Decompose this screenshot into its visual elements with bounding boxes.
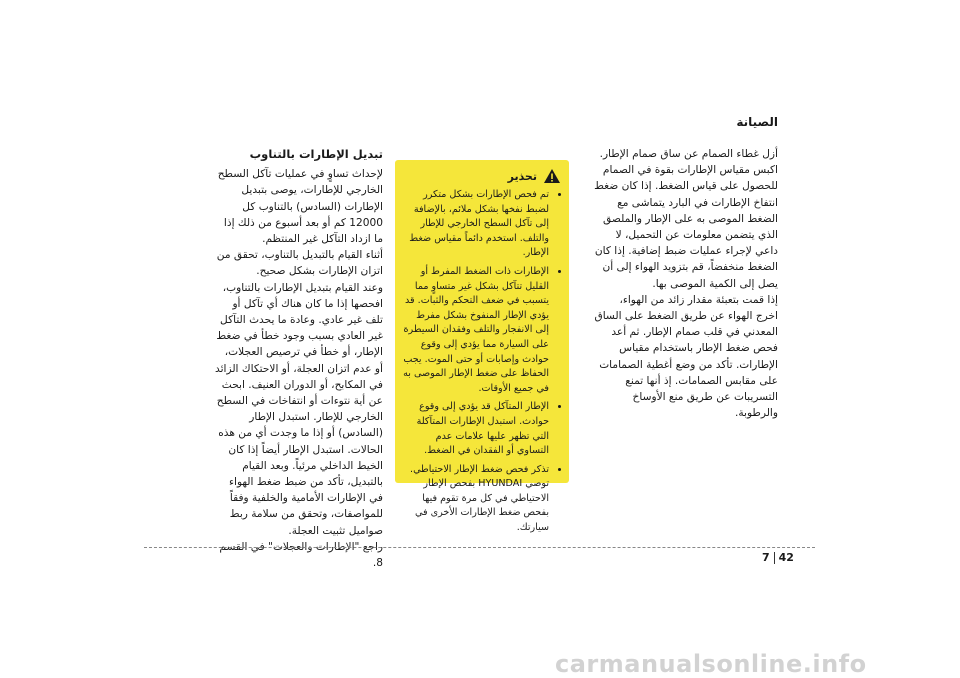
page-index: 42 (778, 551, 794, 564)
list-item: • تذكر فحص ضغط الإطار الاحتياطي. توصي HYUNDAI بفحص الإطار الاحتياطي في كل مرة تقوم فيها بفحص ضغط الإطارات الأخرى في سيارتك. (403, 463, 549, 536)
right-column (594, 146, 778, 421)
footer-divider (144, 547, 815, 548)
warning-title: تحذير (507, 169, 537, 183)
warning-box (395, 160, 569, 534)
paragraph: أثناء القيام بالتبديل بالتناوب، تحقق من اتزان الإطارات بشكل صحيح. (216, 249, 383, 278)
list-item: • الإطارات ذات الضغط المفرط أو القليل تتآكل بشكل غير متساوٍ مما يتسبب في ضعف التحكم والثبات. قد يؤدي الإطار المنفوخ بشكل مفرط إلى الانفجار والتلف وفقدان السيطرة على السيارة مما يؤدي إلى وقوع حوادث وإصابات أو حتى الموت. يجب الحفاظ على ضغط الإطار الموصى به في جميع الأوقات. (403, 265, 549, 396)
warning-list (403, 188, 561, 536)
subsection-title: تبديل الإطارات بالتناوب (249, 147, 383, 161)
left-column (215, 146, 383, 571)
paragraph: راجع "الإطارات والعجلات" في القسم 8. (219, 540, 383, 570)
warning-header (403, 168, 561, 184)
list-item: • تم فحص الإطارات بشكل متكرر لضبط نفخها بشكل ملائم، بالإضافة إلى تآكل السطح الخارجي للإطار والتلف. استخدم دائماً مقياس ضغط الإطار. (403, 188, 549, 261)
paragraph: وعند القيام بتبديل الإطارات بالتناوب، افحصها إذا ما كان هناك أي تآكل أو تلف غير عادي. وعادة ما يحدث التآكل غير العادي بسبب وجود خطأ في ضغط الإطار، أو خطأ في ترصيص العجلات، أو عدم اتزان العجلة، أو الاحتكاك الزائد في المكابح، أو الدوران العنيف. ابحث عن أية نتوءات أو انتفاخات في السطح الخارجي للإطار. استبدل الإطار (السادس) أو إذا ما وجدت أي من هذه الحالات. استبدل الإطار أيضاً إذا كان الخيط الداخلي مرئياً. وبعد القيام بالتبديل، تأكد من ضبط ضغط الهواء في الإطارات الأمامية والخلفية وفقاً للمواصفات، وتحقق من سلامة ربط صواميل تثبيت العجلة. (215, 281, 383, 537)
watermark: carmanualsonline.info (555, 650, 867, 678)
list-item: • الإطار المتآكل قد يؤدي إلى وقوع حوادث. استبدل الإطارات المتآكلة التي تظهر عليها علامات عدم التساوي أو الفقدان في الضغط. (403, 400, 549, 458)
page-number (762, 551, 794, 564)
paragraph: لإحداث تساوٍ في عمليات تآكل السطح الخارجي للإطارات، يوصى بتبديل الإطارات (السادس) بالتناوب كل 12000 كم أو بعد أسبوع من ذلك إذا ما ازداد التآكل غير المنتظم. (217, 168, 383, 246)
page-chapter: 7 (762, 551, 770, 564)
page-separator (774, 552, 775, 564)
section-title: الصيانة (736, 115, 778, 129)
paragraph: إذا قمت بتعبئة مقدار زائد من الهواء، اخرج الهواء عن طريق الضغط على الساق المعدني في قلب صمام الإطار. ثم أعد فحص ضغط الإطار باستخدام مقياس الإطارات. تأكد من وضع أغطية الصمامات على مقابس الصمامات. إذ أنها تمنع التسريبات عن طريق منع الأوساخ والرطوبة. (594, 293, 778, 420)
warning-triangle-icon (543, 168, 561, 184)
paragraph: أزل غطاء الصمام عن ساق صمام الإطار. اكبس مقياس الإطارات بقوة في الصمام للحصول على قياس الضغط. إذا كان ضغط انتفاخ الإطارات في البارد يتماشى مع الضغط الموصى به على الإطار والملصق الذي يتضمن معلومات عن التحميل، لا داعي لإجراء عمليات ضبط إضافية. إذا كان الضغط منخفضاً، قم بتزويد الهواء إلى أن يصل إلى الكمية الموصى بها. (594, 148, 778, 290)
